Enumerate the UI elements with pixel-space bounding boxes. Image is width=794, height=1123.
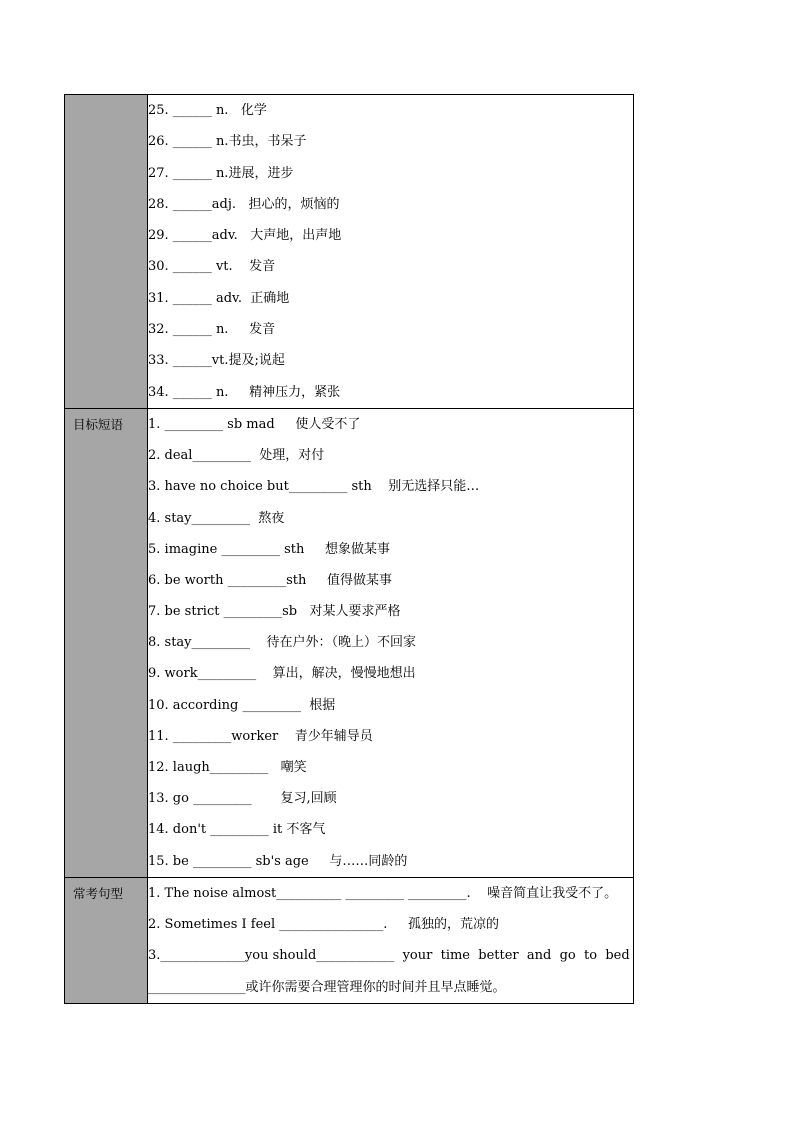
phrase-item: 8. stay_________ 待在户外：（晚上）不回家: [148, 635, 417, 651]
vocab-item: 28. ______adj. 担心的，烦恼的: [148, 196, 340, 212]
phrase-item: 5. imagine _________ sth 想象做某事: [148, 541, 391, 557]
sentence-item: 2. Sometimes I feel ________________. 孤独的，荒凉的: [148, 917, 500, 933]
vocab-item: 26. ______ n.书虫，书呆子: [148, 134, 307, 150]
sentence-item: 1. The noise almost__________ _________ _________. 噪音简直让我受不了。: [148, 885, 618, 901]
phrase-item: 12. laugh_________ 嘲笑: [148, 760, 307, 776]
phrase-item: 9. work_________ 算出，解决，慢慢地想出: [148, 666, 416, 682]
vocabulary-label: [65, 95, 147, 121]
sentences-label-cell: [65, 877, 148, 1003]
vocab-item: 29. ______adv. 大声地，出声地: [148, 228, 342, 244]
phrase-item: 4. stay_________ 熬夜: [148, 510, 285, 526]
phrase-item: 2. deal_________ 处理，对付: [148, 448, 325, 464]
sentence-item: 3._____________you should____________ your time better and go to bed: [148, 948, 630, 964]
phrase-item: 7. be strict _________sb 对某人要求严格: [148, 604, 401, 620]
sentences-label: 常考句型: [73, 885, 124, 901]
vocab-item: 27. ______ n.进展，进步: [148, 165, 294, 181]
phrase-item: 13. go _________ 复习,回顾: [148, 791, 337, 807]
worksheet-table: [64, 94, 634, 1004]
vocab-item: 25. ______ n. 化学: [148, 103, 267, 118]
phrase-item: 10. according _________ 根据: [148, 697, 336, 713]
vocab-item: 30. ______ vt. 发音: [148, 259, 276, 275]
sentences-content: [148, 877, 634, 1003]
phrases-label-cell: [65, 408, 148, 877]
phrases-content: [148, 408, 634, 877]
vocab-item: 32. ______ n. 发音: [148, 322, 276, 338]
sentences-row: [65, 877, 634, 1003]
phrase-item: 11. _________worker 青少年辅导员: [148, 728, 373, 744]
phrase-item: 1. _________ sb mad 使人受不了: [148, 416, 361, 432]
phrases-label: 目标短语: [73, 416, 124, 432]
vocabulary-row: [65, 95, 634, 409]
vocab-item: 34. ______ n. 精神压力，紧张: [148, 384, 341, 400]
sentence-item: _______________或许你需要合理管理你的时间并且早点睡觉。: [148, 979, 506, 995]
phrase-item: 6. be worth _________sth 值得做某事: [148, 572, 393, 588]
vocabulary-content: [148, 95, 634, 409]
vocab-item: 33. ______vt.提及;说起: [148, 353, 285, 369]
phrase-item: 14. don't _________ it 不客气: [148, 822, 326, 838]
phrase-item: 15. be _________ sb's age 与……同龄的: [148, 853, 408, 869]
vocabulary-label-cell: [65, 95, 148, 409]
phrases-row: [65, 408, 634, 877]
vocab-item: 31. ______ adv. 正确地: [148, 290, 290, 306]
phrase-item: 3. have no choice but_________ sth 别无选择只能…: [148, 479, 480, 495]
